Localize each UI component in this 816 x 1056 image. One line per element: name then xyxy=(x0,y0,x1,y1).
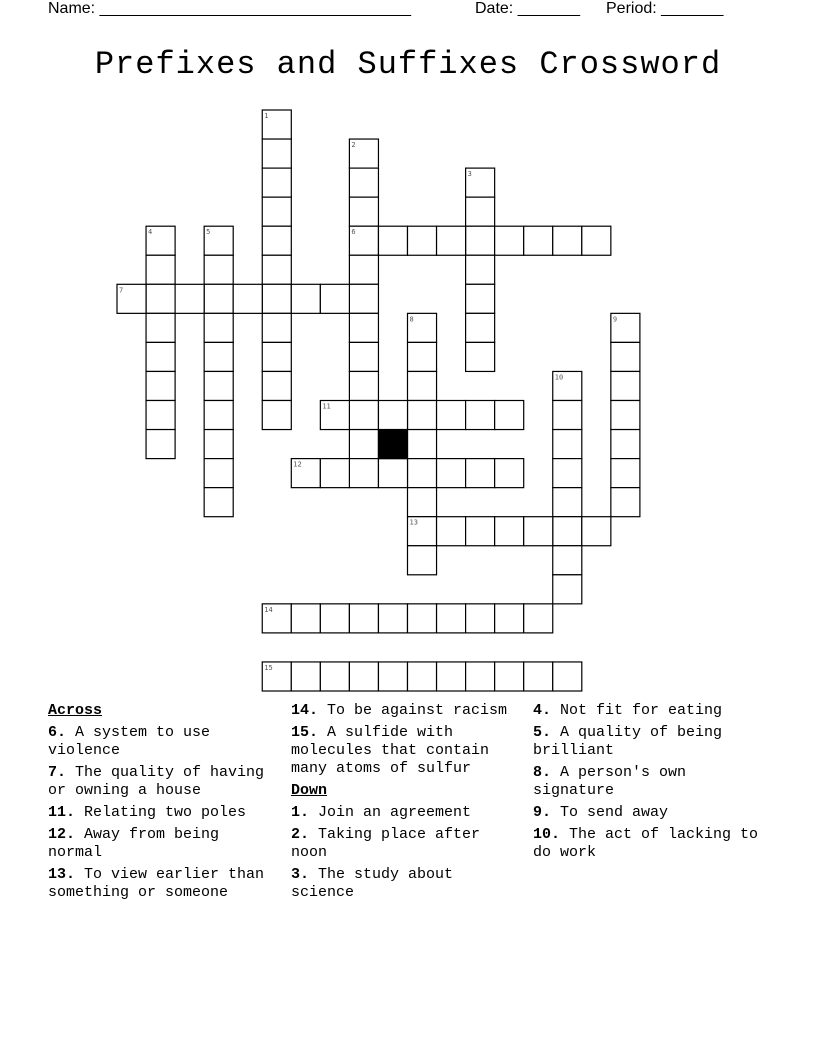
across-clue xyxy=(48,804,280,822)
grid-cell[interactable] xyxy=(553,401,582,430)
grid-cell[interactable] xyxy=(262,255,291,284)
clues-column-3 xyxy=(533,702,773,866)
grid-cell[interactable] xyxy=(349,313,378,342)
grid-cell[interactable] xyxy=(611,459,640,488)
grid-cell[interactable] xyxy=(204,313,233,342)
clue-number: 11. xyxy=(48,804,76,821)
grid-cell[interactable] xyxy=(582,226,611,255)
grid-cell[interactable] xyxy=(204,459,233,488)
grid-cell[interactable] xyxy=(466,401,495,430)
grid-cell[interactable] xyxy=(291,662,320,691)
grid-cell[interactable] xyxy=(349,604,378,633)
grid-cell[interactable] xyxy=(466,517,495,546)
cell-number-8: 8 xyxy=(409,315,414,324)
clue-number: 8. xyxy=(533,764,552,781)
grid-cell[interactable] xyxy=(408,488,437,517)
grid-cell[interactable] xyxy=(146,284,175,313)
clue-text: A person's own signature xyxy=(533,764,687,799)
down-clue xyxy=(533,826,773,862)
clue-text: Away from being normal xyxy=(48,826,220,861)
down-clue xyxy=(291,866,525,902)
grid-cell[interactable] xyxy=(262,401,291,430)
grid-cell[interactable] xyxy=(524,662,553,691)
clue-text: To be against racism xyxy=(327,702,508,719)
grid-cell[interactable] xyxy=(204,371,233,400)
grid-cell[interactable] xyxy=(262,197,291,226)
grid-cell[interactable] xyxy=(320,604,349,633)
grid-cell[interactable] xyxy=(349,430,378,459)
grid-cell[interactable] xyxy=(466,255,495,284)
grid-cell[interactable] xyxy=(408,662,437,691)
grid-cell[interactable] xyxy=(349,255,378,284)
date-field[interactable]: Date: _______ xyxy=(475,0,580,17)
clue-number: 1. xyxy=(291,804,310,821)
clue-number: 14. xyxy=(291,702,319,719)
grid-cell[interactable] xyxy=(233,284,262,313)
grid-cell[interactable] xyxy=(204,430,233,459)
grid-cell[interactable] xyxy=(466,284,495,313)
clue-text: A quality of being brilliant xyxy=(533,724,723,759)
grid-cell[interactable] xyxy=(611,430,640,459)
down-clue xyxy=(533,724,773,760)
grid-cell[interactable] xyxy=(146,255,175,284)
grid-cell[interactable] xyxy=(495,662,524,691)
clue-number: 13. xyxy=(48,866,76,883)
grid-cell[interactable] xyxy=(466,662,495,691)
across-clue xyxy=(291,702,525,720)
grid-cell[interactable] xyxy=(262,313,291,342)
cell-number-2: 2 xyxy=(351,141,356,150)
cell-number-3: 3 xyxy=(467,170,472,179)
grid-cell[interactable] xyxy=(378,401,407,430)
clue-number: 2. xyxy=(291,826,310,843)
across-clue xyxy=(48,724,280,760)
grid-cell[interactable] xyxy=(262,371,291,400)
grid-cell[interactable] xyxy=(320,459,349,488)
grid-cell[interactable] xyxy=(611,401,640,430)
clue-number: 4. xyxy=(533,702,552,719)
down-heading: Down xyxy=(291,782,328,799)
name-field[interactable]: Name: ___________________________________ xyxy=(48,0,412,17)
grid-cell[interactable] xyxy=(408,342,437,371)
grid-cell[interactable] xyxy=(437,604,466,633)
grid-cell[interactable] xyxy=(495,604,524,633)
cell-number-1: 1 xyxy=(264,112,269,120)
clue-text: A system to use violence xyxy=(48,724,211,759)
down-clue xyxy=(291,826,525,862)
cell-number-13: 13 xyxy=(409,518,418,527)
cell-number-10: 10 xyxy=(554,373,564,382)
grid-cell[interactable] xyxy=(408,604,437,633)
grid-cell[interactable] xyxy=(437,459,466,488)
clue-text: Taking place after noon xyxy=(291,826,481,861)
clue-number: 15. xyxy=(291,724,319,741)
period-field[interactable]: Period: _______ xyxy=(606,0,724,17)
grid-cell[interactable] xyxy=(378,662,407,691)
clue-number: 9. xyxy=(533,804,552,821)
across-clue xyxy=(48,866,280,902)
grid-cell[interactable] xyxy=(349,459,378,488)
grid-cell[interactable] xyxy=(320,662,349,691)
grid-cell[interactable] xyxy=(204,488,233,517)
grid-cell[interactable] xyxy=(466,604,495,633)
down-clue xyxy=(533,804,773,822)
across-clue xyxy=(48,764,280,800)
clue-number: 7. xyxy=(48,764,67,781)
clue-number: 12. xyxy=(48,826,76,843)
clue-number: 10. xyxy=(533,826,561,843)
cell-number-12: 12 xyxy=(293,460,302,469)
grid-cell[interactable] xyxy=(204,255,233,284)
grid-cell[interactable] xyxy=(320,284,349,313)
cell-number-5: 5 xyxy=(206,228,211,237)
clue-text: The quality of having or owning a house xyxy=(48,764,265,799)
grid-cell[interactable] xyxy=(349,401,378,430)
grid-cell[interactable] xyxy=(146,371,175,400)
clue-number: 6. xyxy=(48,724,67,741)
grid-cell[interactable] xyxy=(349,197,378,226)
grid-cell[interactable] xyxy=(146,430,175,459)
grid-cell[interactable] xyxy=(524,226,553,255)
cell-number-15: 15 xyxy=(264,663,273,672)
down-clue xyxy=(533,702,773,720)
down-clue xyxy=(291,804,525,822)
clue-text: Join an agreement xyxy=(318,804,472,821)
grid-cell[interactable] xyxy=(437,662,466,691)
clues-column-2 xyxy=(291,702,525,906)
grid-cell[interactable] xyxy=(378,459,407,488)
grid-cell[interactable] xyxy=(291,604,320,633)
grid-cell[interactable] xyxy=(437,517,466,546)
cell-number-9: 9 xyxy=(612,315,618,324)
clue-text: A sulfide with molecules that contain many atoms of sulfur xyxy=(291,724,490,777)
across-clue xyxy=(48,826,280,862)
grid-cell[interactable] xyxy=(437,226,466,255)
grid-cell[interactable] xyxy=(466,459,495,488)
grid-cell[interactable] xyxy=(378,604,407,633)
grid-cell[interactable] xyxy=(349,371,378,400)
grid-cell[interactable] xyxy=(262,139,291,168)
clue-number: 3. xyxy=(291,866,310,883)
grid-cell[interactable] xyxy=(349,284,378,313)
grid-cell[interactable] xyxy=(553,575,582,604)
grid-cell[interactable] xyxy=(553,226,582,255)
grid-cell[interactable] xyxy=(204,284,233,313)
grid-cell[interactable] xyxy=(495,401,524,430)
black-cell xyxy=(378,430,407,459)
cell-number-4: 4 xyxy=(148,228,153,237)
clue-text: Relating two poles xyxy=(84,804,247,821)
grid-cell[interactable] xyxy=(349,662,378,691)
grid-cell[interactable] xyxy=(175,284,204,313)
clue-number: 5. xyxy=(533,724,552,741)
grid-cell[interactable] xyxy=(408,371,437,400)
grid-cell[interactable] xyxy=(524,517,553,546)
cell-number-11: 11 xyxy=(322,402,331,411)
grid-cell[interactable] xyxy=(611,371,640,400)
grid-cell[interactable] xyxy=(262,284,291,313)
grid-cell[interactable] xyxy=(146,401,175,430)
grid-cell[interactable] xyxy=(466,197,495,226)
grid-cell[interactable] xyxy=(146,313,175,342)
clue-text: To view earlier than something or someone xyxy=(48,866,265,901)
grid-cell[interactable] xyxy=(408,546,437,575)
cell-number-14: 14 xyxy=(264,605,273,614)
grid-cell[interactable] xyxy=(495,459,524,488)
clues-column-1 xyxy=(48,702,280,906)
grid-cell[interactable] xyxy=(553,488,582,517)
clue-text: The act of lacking to do work xyxy=(533,826,759,861)
across-heading: Across xyxy=(48,702,103,719)
grid-cell[interactable] xyxy=(553,546,582,575)
grid-cell[interactable] xyxy=(466,313,495,342)
grid-cell[interactable] xyxy=(611,488,640,517)
page-title: Prefixes and Suffixes Crossword xyxy=(94,46,722,83)
clue-text: To send away xyxy=(560,804,669,821)
grid-cell[interactable] xyxy=(408,430,437,459)
grid-cell[interactable] xyxy=(524,604,553,633)
grid-cell[interactable] xyxy=(291,284,320,313)
grid-cell[interactable] xyxy=(582,517,611,546)
grid-cell[interactable] xyxy=(437,401,466,430)
across-clue xyxy=(291,724,525,778)
grid-cell[interactable] xyxy=(553,459,582,488)
grid-cell[interactable] xyxy=(466,342,495,371)
grid-cell[interactable] xyxy=(408,459,437,488)
grid-cell[interactable] xyxy=(262,226,291,255)
grid-cell[interactable] xyxy=(408,401,437,430)
grid-cell[interactable] xyxy=(349,168,378,197)
grid-cell[interactable] xyxy=(146,342,175,371)
grid-cell[interactable] xyxy=(611,342,640,371)
grid-cell[interactable] xyxy=(204,401,233,430)
cell-number-6: 6 xyxy=(351,228,356,237)
cell-number-7: 7 xyxy=(119,286,124,295)
grid-cell[interactable] xyxy=(495,226,524,255)
grid-cell[interactable] xyxy=(262,342,291,371)
grid-cell[interactable] xyxy=(349,342,378,371)
down-clue xyxy=(533,764,773,800)
grid-cell[interactable] xyxy=(466,226,495,255)
clue-text: Not fit for eating xyxy=(560,702,723,719)
grid-cell[interactable] xyxy=(408,226,437,255)
grid-cell[interactable] xyxy=(553,662,582,691)
grid-cell[interactable] xyxy=(378,226,407,255)
grid-cell[interactable] xyxy=(553,430,582,459)
grid-cell[interactable] xyxy=(204,342,233,371)
grid-cell[interactable] xyxy=(262,168,291,197)
clue-text: The study about science xyxy=(291,866,454,901)
grid-cell[interactable] xyxy=(495,517,524,546)
grid-cell[interactable] xyxy=(553,517,582,546)
